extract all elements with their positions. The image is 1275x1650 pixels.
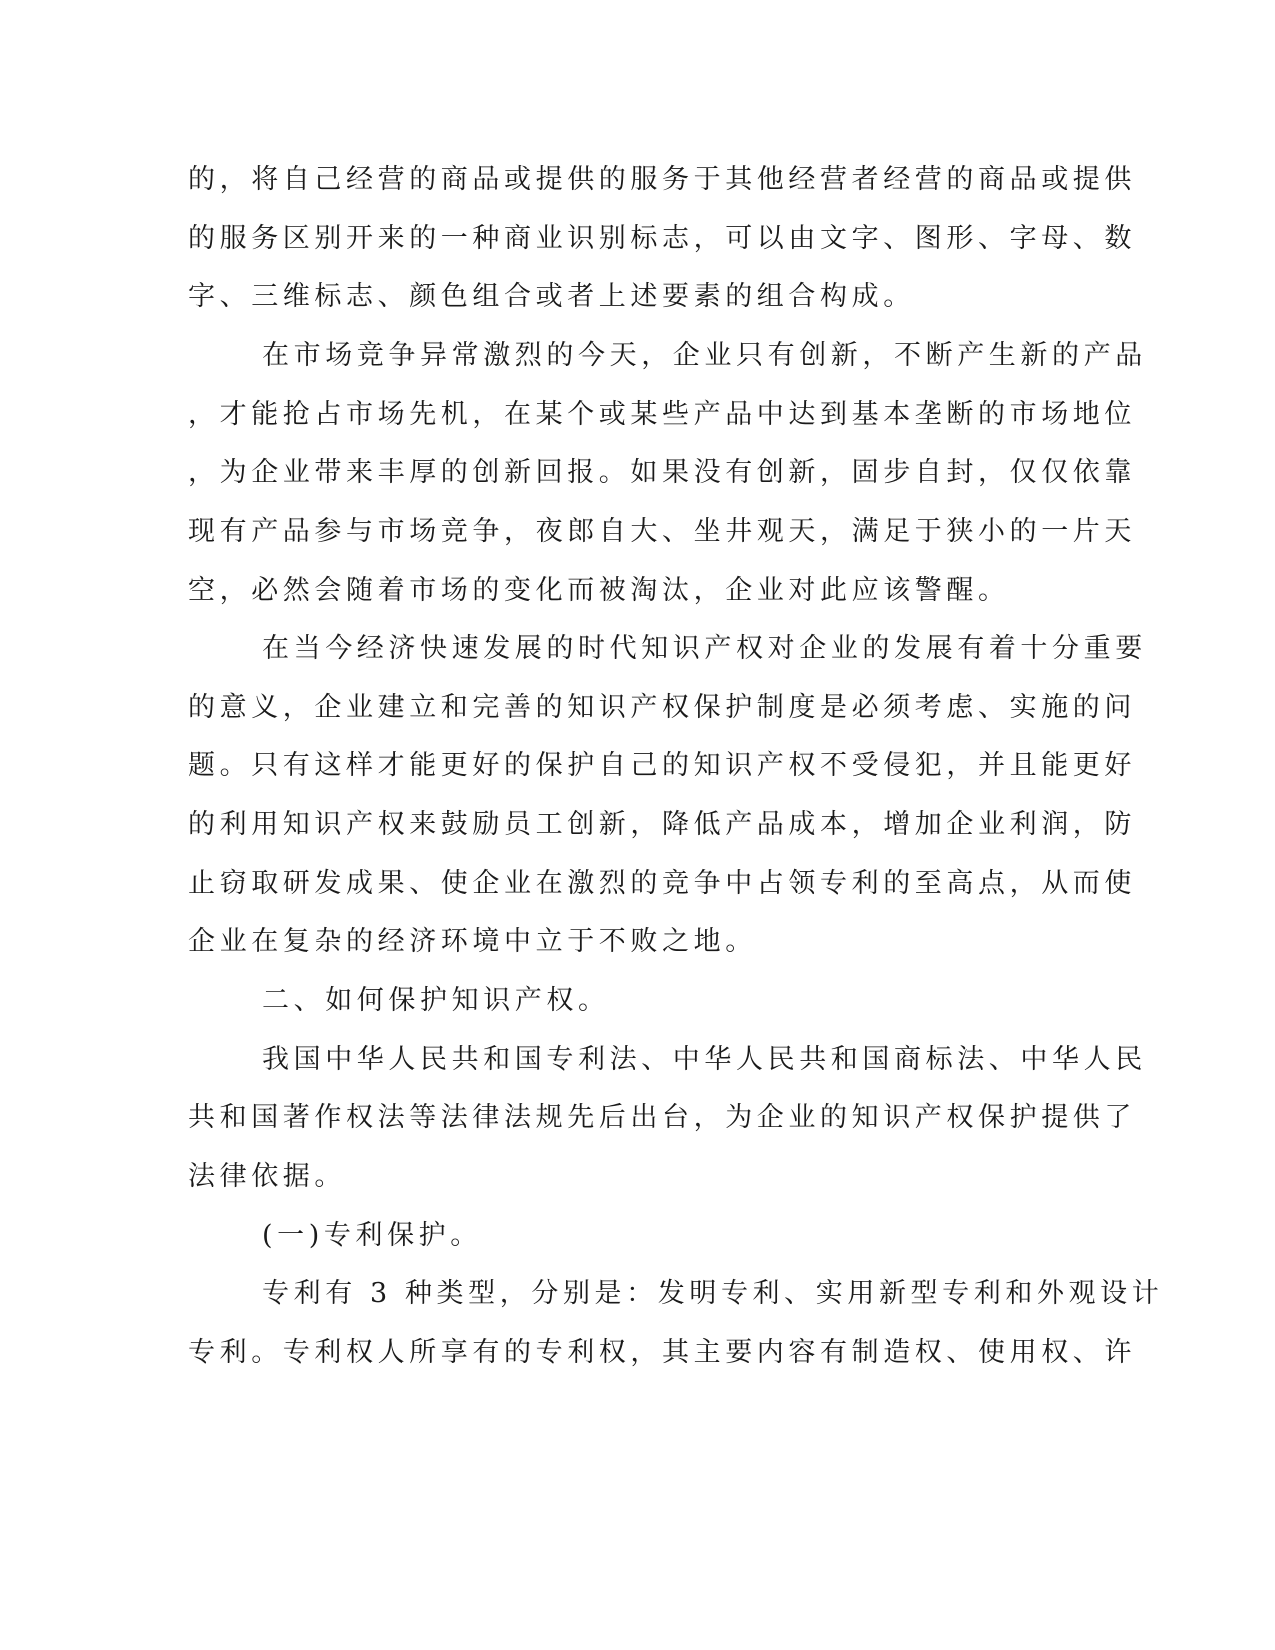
text-line: 企业在复杂的经济环境中立于不败之地。 bbox=[188, 926, 757, 957]
paragraph-start-line: 我国中华人民共和国专利法、中华人民共和国商标法、中华人民 bbox=[262, 1044, 1147, 1075]
text-line: 现有产品参与市场竞争，夜郎自大、坐井观天，满足于狭小的一片天 bbox=[188, 516, 1136, 547]
text-line: 题。只有这样才能更好的保护自己的知识产权不受侵犯，并且能更好 bbox=[188, 750, 1136, 781]
section-heading: 二、如何保护知识产权。 bbox=[262, 985, 610, 1016]
text-line: ，才能抢占市场先机，在某个或某些产品中达到基本垄断的市场地位 bbox=[188, 399, 1136, 430]
text-line: 空，必然会随着市场的变化而被淘汰，企业对此应该警醒。 bbox=[188, 575, 1010, 606]
text-line: 法律依据。 bbox=[188, 1161, 346, 1192]
text-line: 字、三维标志、颜色组合或者上述要素的组合构成。 bbox=[188, 281, 915, 312]
text-line: 的意义，企业建立和完善的知识产权保护制度是必须考虑、实施的问 bbox=[188, 692, 1136, 723]
text-line: ，为企业带来丰厚的创新回报。如果没有创新，固步自封，仅仅依靠 bbox=[188, 457, 1136, 488]
text-line: 专利。专利权人所享有的专利权，其主要内容有制造权、使用权、许 bbox=[188, 1337, 1136, 1368]
text-line: 止窃取研发成果、使企业在激烈的竞争中占领专利的至高点，从而使 bbox=[188, 868, 1136, 899]
text-line: 的，将自己经营的商品或提供的服务于其他经营者经营的商品或提供 bbox=[188, 164, 1136, 195]
text-line: 共和国著作权法等法律法规先后出台，为企业的知识产权保护提供了 bbox=[188, 1102, 1136, 1133]
paragraph-start-line: 在市场竞争异常激烈的今天，企业只有创新，不断产生新的产品 bbox=[262, 340, 1147, 371]
text-line: 的服务区别开来的一种商业识别标志，可以由文字、图形、字母、数 bbox=[188, 223, 1136, 254]
subsection-heading: (一)专利保护。 bbox=[262, 1220, 482, 1251]
paragraph-start-line: 在当今经济快速发展的时代知识产权对企业的发展有着十分重要 bbox=[262, 633, 1147, 664]
paragraph-start-line: 专利有 3 种类型，分别是：发明专利、实用新型专利和外观设计 bbox=[262, 1278, 1164, 1309]
text-line: 的利用知识产权来鼓励员工创新，降低产品成本，增加企业利润，防 bbox=[188, 809, 1136, 840]
